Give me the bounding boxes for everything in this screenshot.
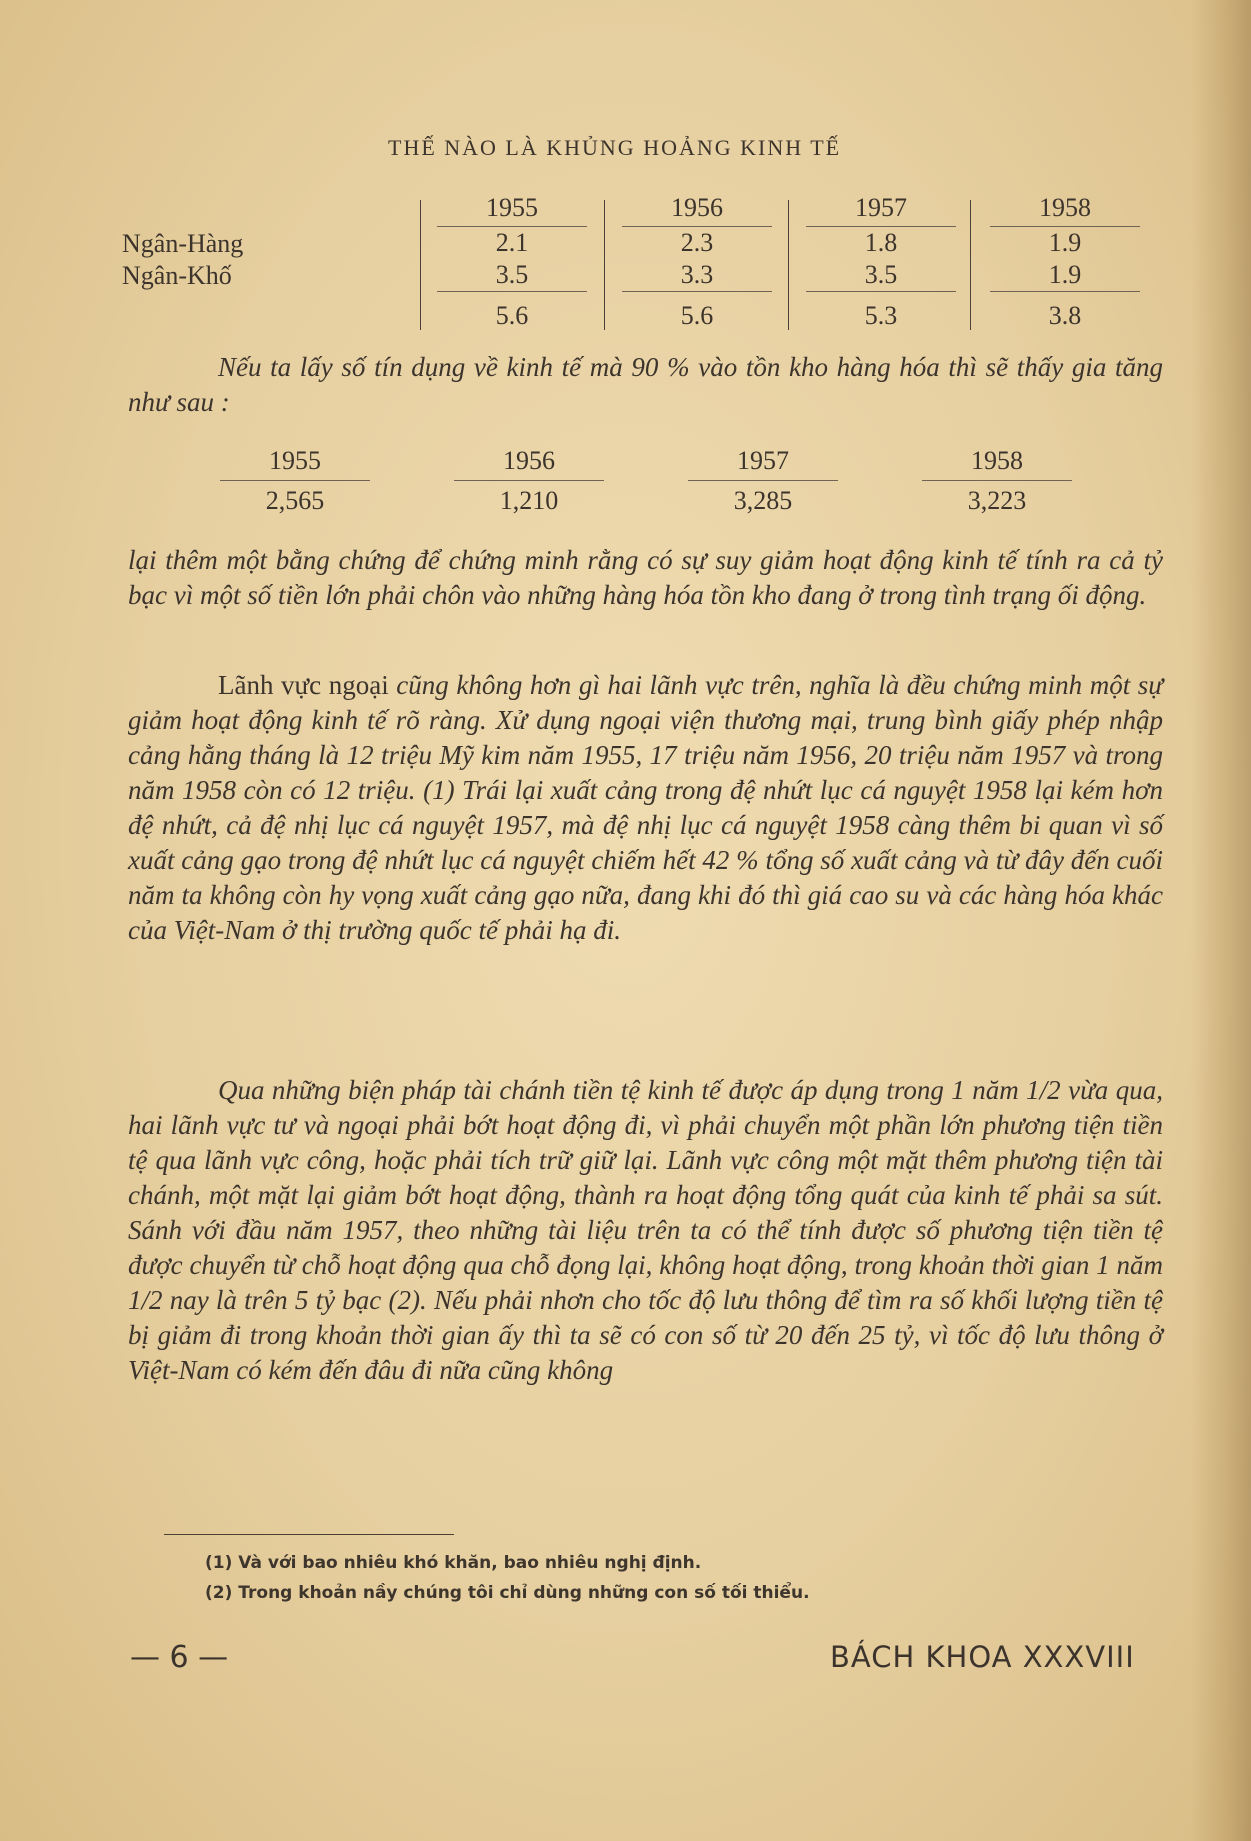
running-header: THẾ NÀO LÀ KHỦNG HOẢNG KINH TẾ (388, 135, 842, 160)
table-column-1957 (688, 442, 838, 521)
table-column-1958 (990, 190, 1140, 332)
footnote-2: (2) Trong khoản nầy chúng tôi chỉ dùng những con số tối thiểu. (205, 1583, 810, 1603)
page-edge-shadow (1191, 0, 1251, 1841)
inventory-table (200, 442, 1100, 522)
cell-value: 1,210 (499, 486, 559, 515)
row-label-treasury: Ngân-Khố (122, 261, 232, 290)
cell-bank: 2.3 (680, 228, 714, 257)
footnotes (205, 1548, 1065, 1608)
column-year: 1957 (688, 442, 838, 481)
cell-value: 2,565 (265, 486, 325, 515)
footnote-1: (1) Và với bao nhiêu khó khăn, bao nhiêu nghị định. (205, 1553, 702, 1573)
cell-value: 3,223 (967, 486, 1027, 515)
table-column-1956 (454, 442, 604, 521)
cell-total: 5.6 (680, 301, 714, 330)
cell-total: 5.3 (864, 301, 898, 330)
page-number: — 6 — (130, 1640, 229, 1675)
table-divider (420, 200, 421, 330)
table-column-1956 (622, 190, 772, 332)
column-year: 1955 (437, 190, 587, 227)
column-year: 1956 (454, 442, 604, 481)
cell-value: 3,285 (733, 486, 793, 515)
paragraph-inventory-conclusion: lại thêm một bằng chứng để chứng minh rằng có sự suy giảm hoạt động kinh tế tính ra cả tỷ bạc vì một số tiền lớn phải chôn vào những hàng hóa tồn kho đang ở trong tình trạng ối động. (128, 545, 1163, 610)
cell-bank: 2.1 (495, 228, 529, 257)
paragraph-credit-intro: Nếu ta lấy số tín dụng về kinh tế mà 90 % vào tồn kho hàng hóa thì sẽ thấy gia tăng như sau : (128, 352, 1163, 417)
cell-bank: 1.9 (1048, 228, 1082, 257)
table-column-1955 (437, 190, 587, 332)
cell-bank: 1.8 (864, 228, 898, 257)
journal-title: BÁCH KHOA XXXVIII (830, 1640, 1135, 1674)
row-label-bank: Ngân-Hàng (122, 229, 244, 258)
footnote-divider (164, 1534, 454, 1535)
cell-treasury: 3.5 (437, 259, 587, 292)
credit-table (122, 190, 1172, 340)
table-row-labels (122, 228, 243, 292)
column-year: 1958 (990, 190, 1140, 227)
column-year: 1957 (806, 190, 956, 227)
cell-treasury: 3.5 (806, 259, 956, 292)
cell-treasury: 3.3 (622, 259, 772, 292)
table-divider (788, 200, 789, 330)
cell-total: 3.8 (1048, 301, 1082, 330)
column-year: 1958 (922, 442, 1072, 481)
paragraph-foreign-sector (128, 668, 1163, 948)
column-year: 1955 (220, 442, 370, 481)
cell-total: 5.6 (495, 301, 529, 330)
paragraph-body: cũng không hơn gì hai lãnh vực trên, nghĩa là đều chứng minh một sự giảm hoạt động kinh tế rõ ràng. Xử dụng ngoại viện thương mại, trung bình giấy phép nhập cảng hằng tháng là 12 triệu Mỹ kim năm 1955, 17 triệu năm 1956, 20 triệu năm 1957 và trong năm 1958 còn có 12 triệu. (1) Trái lại xuất cảng trong đệ nhứt lục cá nguyệt 1958 lại kém hơn đệ nhứt, cả đệ nhị lục cá nguyệt 1957, mà đệ nhị lục cá nguyệt 1958 càng thêm bi quan vì số xuất cảng gạo trong đệ nhứt lục cá nguyệt chiếm hết 42 % tổng số xuất cảng và từ đây đến cuối năm ta không còn hy vọng xuất cảng gạo nữa, đang khi đó thì giá cao su và các hàng hóa khác của Việt-Nam ở thị trường quốc tế phải hạ đi. (128, 670, 1163, 945)
table-column-1957 (806, 190, 956, 332)
table-divider (604, 200, 605, 330)
column-year: 1956 (622, 190, 772, 227)
table-column-1955 (220, 442, 370, 521)
paragraph-monetary-measures: Qua những biện pháp tài chánh tiền tệ kinh tế được áp dụng trong 1 năm 1/2 vừa qua, hai lãnh vực tư và ngoại phải bớt hoạt động đi, vì phải chuyển một phần lớn phương tiện tiền tệ qua lãnh vực công, hoặc phải tích trữ giữ lại. Lãnh vực công một mặt thêm phương tiện tài chánh, một mặt lại giảm bớt hoạt động, thành ra hoạt động tổng quát của kinh tế phải sa sút. Sánh với đầu năm 1957, theo những tài liệu trên ta có thể tính được số phương tiện tiền tệ được chuyển từ chỗ hoạt động qua chỗ đọng lại, không hoạt động, trong khoản thời gian 1 năm 1/2 nay là trên 5 tỷ bạc (2). Nếu phải nhơn cho tốc độ lưu thông để tìm ra số khối lượng tiền tệ bị giảm đi trong khoản thời gian ấy thì ta sẽ có con số từ 20 đến 25 tỷ, vì tốc độ lưu thông ở Việt-Nam có kém đến đâu đi nữa cũng không (128, 1075, 1163, 1385)
table-column-1958 (922, 442, 1072, 521)
paragraph-lead-upright: Lãnh vực ngoại (218, 670, 389, 700)
table-divider (970, 200, 971, 330)
cell-treasury: 1.9 (990, 259, 1140, 292)
